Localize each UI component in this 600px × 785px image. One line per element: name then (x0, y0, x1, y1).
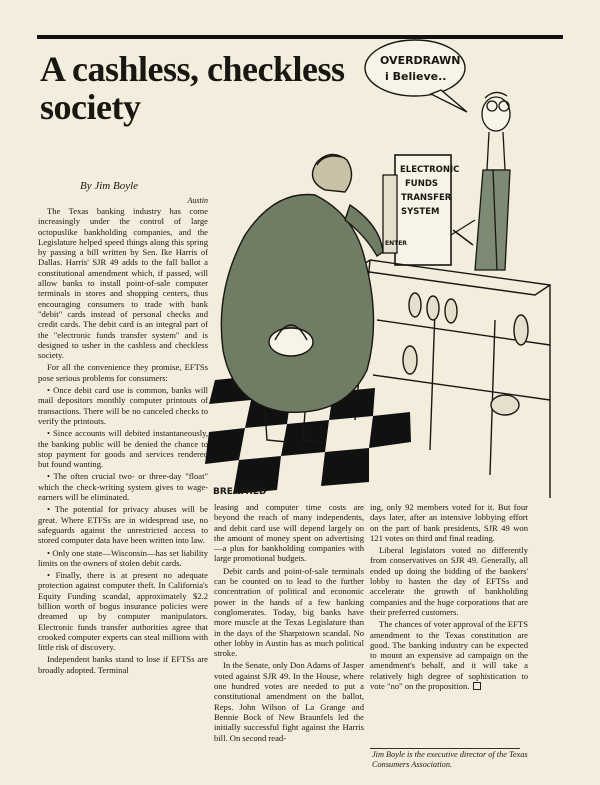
clerk-figure (443, 92, 510, 270)
paragraph: • Once debit card use is common, banks will mail depositors monthly computer printouts of transactions. There will be no canceled checks to verify the printouts. (38, 385, 208, 426)
paragraph: Independent banks stand to lose if EFTSs are broadly adopted. Terminal (38, 654, 208, 675)
paragraph: In the Senate, only Don Adams of Jasper voted against SJR 49. In the House, where one hundred votes are needed to put a constitutional amendment on the ballot, Reps. John Wilson of La Grange and Bennie Bock of New Braunfels led the initially successful fight against the Harris bill. On second read- (214, 660, 364, 743)
machine-enter-label: ENTER (385, 240, 407, 247)
column-1 (38, 206, 208, 675)
cartoon-illustration (205, 20, 565, 498)
paragraph: • Since accounts will debited instantaneously, the banking public will be denied the chance to stop payment for goods and services rendered but found wanting. (38, 428, 208, 470)
paragraph: • The often crucial two- or three-day "float" which the check-writing system gives to wage-earners will be eliminated. (38, 471, 208, 503)
machine-sign-line-3: TRANSFER (401, 193, 452, 203)
bio-divider (370, 748, 520, 749)
bubble-line-1: OVERDRAWN (380, 54, 461, 67)
paragraph: • The potential for privacy abuses will be great. Where ETFSs are in widespread use, no safeguards against the unrestricted access to stored computer data have been written into law. (38, 504, 208, 546)
paragraph: For all the convenience they promise, EFTSs pose serious problems for consumers: (38, 362, 208, 383)
machine-sign-line-2: FUNDS (405, 179, 438, 189)
paragraph (370, 619, 528, 691)
column-2 (214, 502, 364, 743)
speech-bubble (365, 40, 467, 112)
paragraph-text: The chances of voter approval of the EFTS amendment to the Texas constitution are good. The banking industry can be expected to mount an expensive ad campaign on the amendment's behalf, and it will take a relatively high degree of sophistication to vote "no" on the proposition. (370, 619, 528, 692)
dateline: Austin (187, 196, 208, 205)
paragraph: leasing and computer time costs are beyond the reach of many independents, and debit card use will depend largely on the amount of money spent on advertising—a plus for bankholding companies with large promotional budgets. (214, 502, 364, 564)
store-counter (355, 260, 550, 498)
paragraph: • Finally, there is at present no adequate protection against computer theft. In California's Equity Funding scandal, approximately $2.2 billion worth of bogus insurance policies were dreamed up by computer manipulators. Electronic funds transfer authorities agree that crooked computer experts can steal millions with little risk of discovery. (38, 570, 208, 653)
paragraph: Liberal legislators voted no differently from conservatives on SJR 49. Generally, all ended up doing the bidding of the bankers' lobby to hasten the day of EFTSs and accelerate the growth of bankholding companies and the huge corporations that are their preferred customers. (370, 545, 528, 617)
eft-machine (383, 155, 473, 265)
paragraph: • Only one state—Wisconsin—has set liability limits on the owners of stolen debit cards. (38, 547, 208, 568)
paragraph: The Texas banking industry has come increasingly under the control of large octopuslike bankholding companies, and the Legislature helped speed things along this spring by passing a bill written by Sen. Ike Harris of Dallas. Harris' SJR 49 adds to the fall ballot a constitutional amendment which, if passed, will allow banks to install point-of-sale computer terminals in stores and shopping centers, thus encouraging consumers to trade with bank "debit" cards instead of personal checks and credit cards. The debit card is an integral part of the "electronic funds transfer system" and is designed to usher in the cashless and checkless society. (38, 206, 208, 361)
paragraph: ing, only 92 members voted for it. But four days later, after an intensive lobbying effort on the part of bank presidents, SJR 49 won 121 votes on third and final reading. (370, 502, 528, 543)
article-title: A cashless, checkless society (40, 49, 345, 127)
paragraph: Debit cards and point-of-sale terminals can be counted on to lead to the further concentration of political and economic power in the hands of a few banking conglomerates. Today, big banks have more muscle at the Texas Legislature than in the days of the Sharpstown scandal. No other lobby in Austin has as much political stroke. (214, 565, 364, 659)
machine-sign-line-4: SYSTEM (401, 207, 440, 217)
machine-sign-line-1: ELECTRONIC (400, 165, 460, 175)
bubble-line-2: i Believe.. (385, 70, 447, 83)
cartoonist-signature: BREATHED (213, 487, 267, 497)
author-bio: Jim Boyle is the executive director of the Texas Consumers Association. (372, 750, 528, 769)
byline: By Jim Boyle (80, 180, 139, 192)
column-3 (370, 502, 528, 691)
end-mark-icon (473, 682, 481, 690)
